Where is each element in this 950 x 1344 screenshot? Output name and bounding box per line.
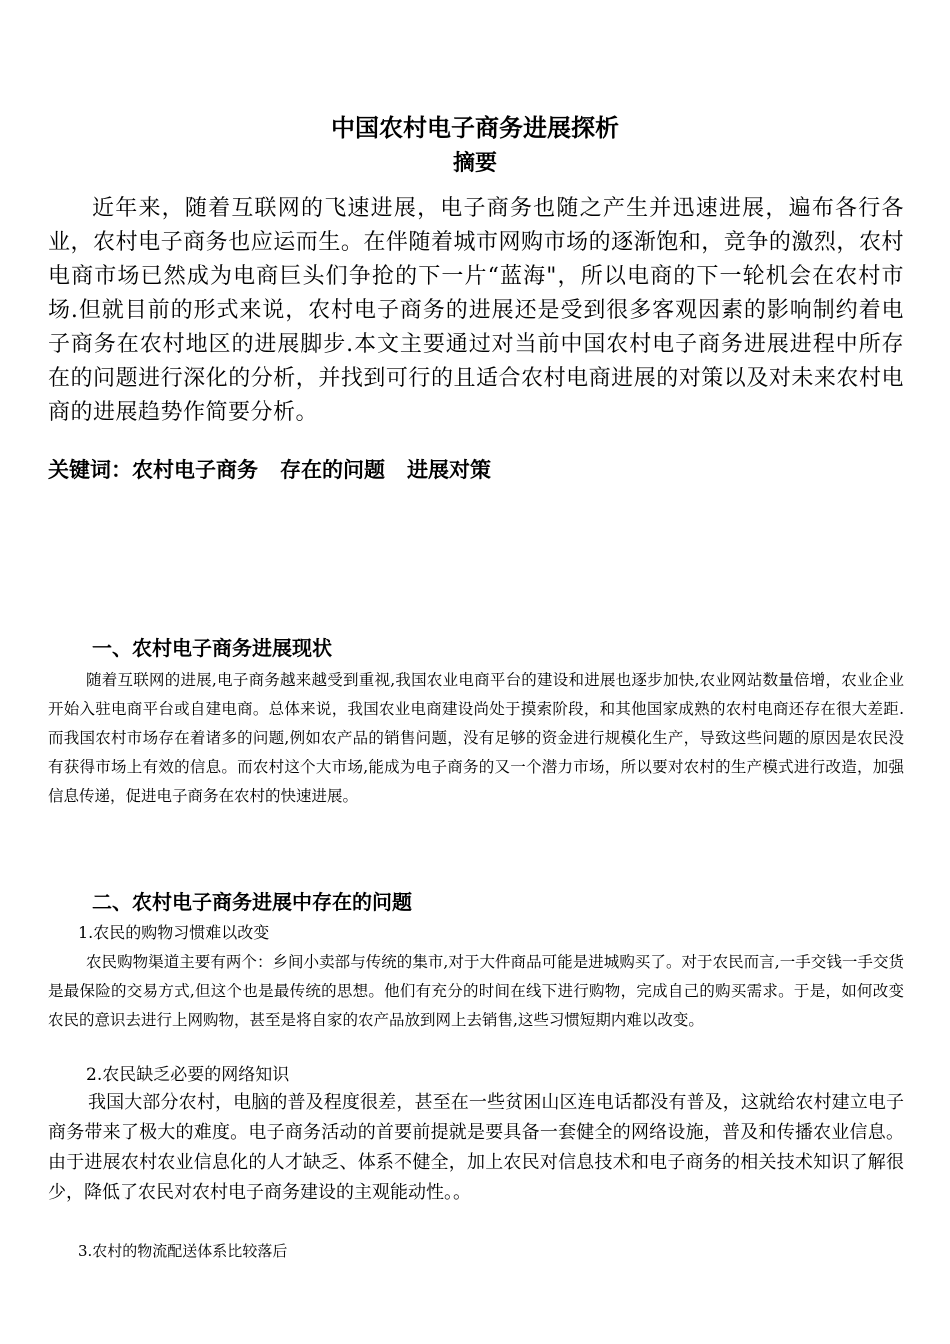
document-title: 中国农村电子商务进展探析 (331, 114, 619, 142)
section-1-body: 随着互联网的进展,电子商务越来越受到重视,我国农业电商平台的建设和进展也逐步加快,农业网站数量倍增，农业企业开始入驻电商平台或自建电商。总体来说，我国农业电商建设尚处于摸索阶段，和其他国家成熟的农村电商还存在很大差距.而我国农村市场存在着诸多的问题,例如农产品的销售问题，没有足够的资金进行规模化生产，导致这些问题的原因是农民没有获得市场上有效的信息。而农村这个大市场,能成为电子商务的又一个潜力市场，所以要对农村的生产模式进行改造，加强信息传递，促进电子商务在农村的快速进展。 (48, 671, 904, 805)
subsection-1-body: 农民购物渠道主要有两个：乡间小卖部与传统的集市,对于大件商品可能是进城购买了。对于农民而言,一手交钱一手交货是最保险的交易方式,但这个也是最传统的思想。他们有充分的时间在线下进行购物，完成自己的购买需求。于是，如何改变农民的意识去进行上网购物，甚至是将自家的农产品放到网上去销售,这些习惯短期内难以改变。 (48, 953, 904, 1029)
keywords-label: 关键词： (48, 458, 132, 482)
section-1-heading: 一、农村电子商务进展现状 (92, 636, 332, 660)
keyword-item: 农村电子商务 (132, 458, 258, 482)
subsection-1-heading: 1.农民的购物习惯难以改变 (78, 923, 270, 942)
keyword-item: 存在的问题 (280, 458, 385, 482)
subsection-2-heading: 2.农民缺乏必要的网络知识 (86, 1065, 290, 1085)
abstract-heading: 摘要 (452, 151, 497, 176)
subsection-2-body: 我国大部分农村，电脑的普及程度很差，甚至在一些贫困山区连电话都没有普及，这就给农村建立电子商务带来了极大的难度。电子商务活动的首要前提就是要具备一套健全的网络设施，普及和传播农业信息。由于进展农村农业信息化的人才缺乏、体系不健全，加上农民对信息技术和电子商务的相关技术知识了解很少，降低了农民对农村电子商务建设的主观能动性。。 (48, 1092, 904, 1203)
subsection-3-heading: 3.农村的物流配送体系比较落后 (78, 1242, 288, 1260)
keyword-item: 进展对策 (407, 458, 491, 482)
keywords-line (48, 454, 513, 484)
section-2-heading: 二、农村电子商务进展中存在的问题 (92, 890, 412, 914)
abstract-paragraph: 近年来，随着互联网的飞速进展，电子商务也随之产生并迅速进展，遍布各行各业，农村电子商务也应运而生。在伴随着城市网购市场的逐渐饱和，竞争的激烈，农村电商市场已然成为电商巨头们争抢的下一片“蓝海"，所以电商的下一轮机会在农村市场.但就目前的形式来说，农村电子商务的进展还是受到很多客观因素的影响制约着电子商务在农村地区的进展脚步.本文主要通过对当前中国农村电子商务进展进程中所存在的问题进行深化的分析，并找到可行的且适合农村电商进展的对策以及对未来农村电商的进展趋势作简要分析。 (48, 196, 904, 425)
